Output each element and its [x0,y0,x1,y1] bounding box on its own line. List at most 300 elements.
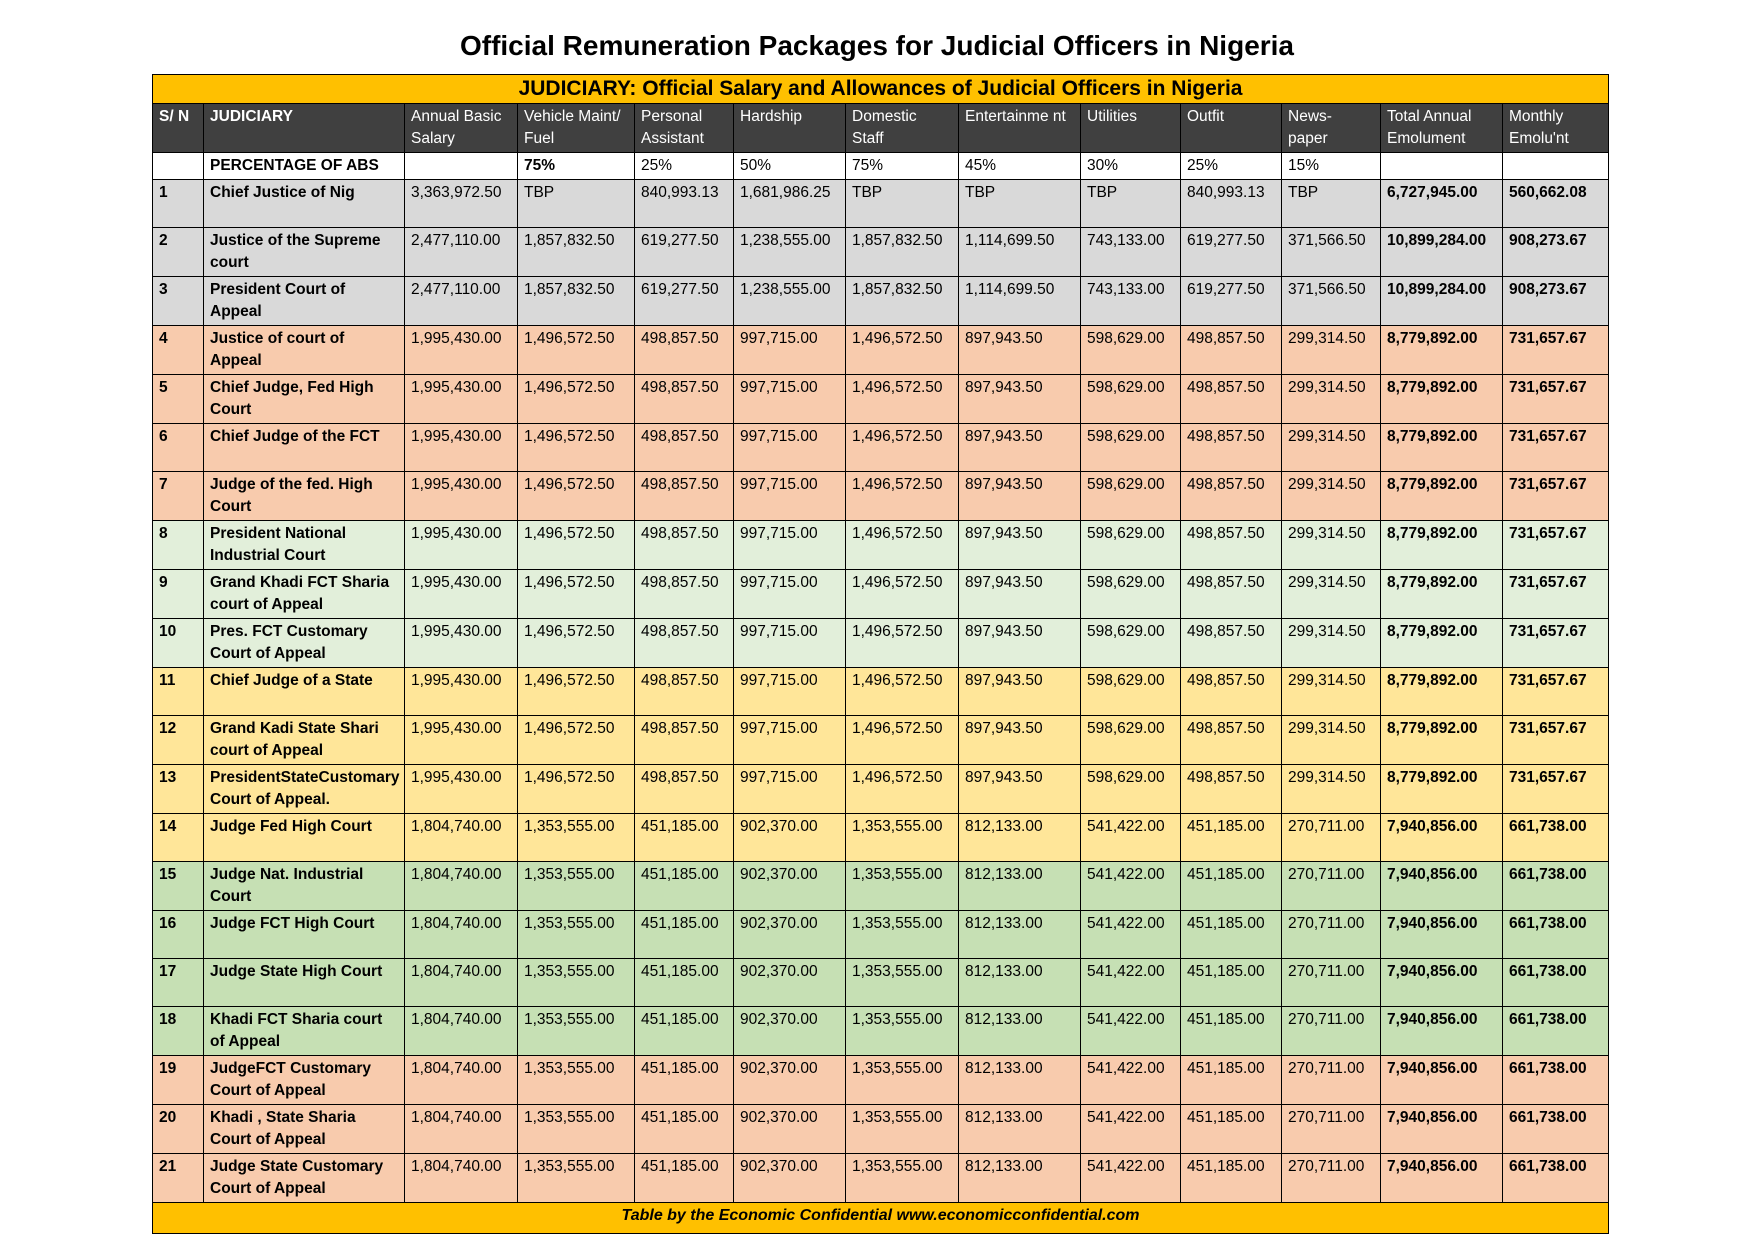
entertainment-cell: 897,943.50 [959,668,1081,716]
serial-number-cell: 13 [153,765,204,814]
entertainment-cell: 897,943.50 [959,326,1081,375]
entertainment-cell: 897,943.50 [959,521,1081,570]
total-annual-emolument-cell: 6,727,945.00 [1381,180,1503,228]
column-header: Entertainme nt [959,104,1081,153]
table-row [153,424,1609,472]
annual-basic-salary-cell: 1,804,740.00 [405,814,518,862]
serial-number-cell: 1 [153,180,204,228]
vehicle-maint-fuel-cell: 1,353,555.00 [518,1007,635,1056]
table-banner: JUDICIARY: Official Salary and Allowances of Judicial Officers in Nigeria [153,75,1609,104]
annual-basic-salary-cell: 1,995,430.00 [405,326,518,375]
hardship-cell: 902,370.00 [734,911,846,959]
serial-number-cell: 19 [153,1056,204,1105]
monthly-emolument-cell: 731,657.67 [1503,472,1609,521]
newspaper-cell: TBP [1282,180,1381,228]
hardship-cell: 902,370.00 [734,1056,846,1105]
personal-assistant-cell: 498,857.50 [635,326,734,375]
domestic-staff-cell: 1,353,555.00 [846,1154,959,1203]
remuneration-table-container [152,74,1608,1234]
utilities-cell: 598,629.00 [1081,668,1181,716]
percentage-cell [153,153,204,180]
utilities-cell: 598,629.00 [1081,326,1181,375]
column-header-row [153,104,1609,153]
monthly-emolument-cell: 731,657.67 [1503,424,1609,472]
personal-assistant-cell: 619,277.50 [635,228,734,277]
column-header: Personal Assistant [635,104,734,153]
hardship-cell: 997,715.00 [734,570,846,619]
column-header: Utilities [1081,104,1181,153]
hardship-cell: 902,370.00 [734,1154,846,1203]
percentage-cell [1381,153,1503,180]
vehicle-maint-fuel-cell: 1,496,572.50 [518,668,635,716]
vehicle-maint-fuel-cell: 1,353,555.00 [518,814,635,862]
vehicle-maint-fuel-cell: 1,857,832.50 [518,228,635,277]
domestic-staff-cell: 1,353,555.00 [846,862,959,911]
table-source-note: Table by the Economic Confidential www.economicconfidential.com [153,1203,1609,1234]
utilities-cell: 598,629.00 [1081,716,1181,765]
vehicle-maint-fuel-cell: 1,353,555.00 [518,1154,635,1203]
annual-basic-salary-cell: 1,995,430.00 [405,521,518,570]
hardship-cell: 902,370.00 [734,1105,846,1154]
total-annual-emolument-cell: 10,899,284.00 [1381,228,1503,277]
remuneration-table [152,74,1609,1234]
serial-number-cell: 12 [153,716,204,765]
vehicle-maint-fuel-cell: 1,496,572.50 [518,619,635,668]
percentage-label: PERCENTAGE OF ABS [204,153,405,180]
table-row [153,668,1609,716]
annual-basic-salary-cell: 1,995,430.00 [405,375,518,424]
table-row [153,570,1609,619]
annual-basic-salary-cell: 1,804,740.00 [405,1007,518,1056]
total-annual-emolument-cell: 7,940,856.00 [1381,1154,1503,1203]
personal-assistant-cell: 451,185.00 [635,1105,734,1154]
newspaper-cell: 270,711.00 [1282,1007,1381,1056]
table-body [153,180,1609,1203]
newspaper-cell: 299,314.50 [1282,570,1381,619]
vehicle-maint-fuel-cell: 1,353,555.00 [518,1105,635,1154]
entertainment-cell: 897,943.50 [959,716,1081,765]
table-row [153,814,1609,862]
serial-number-cell: 17 [153,959,204,1007]
percentage-cell: 50% [734,153,846,180]
monthly-emolument-cell: 560,662.08 [1503,180,1609,228]
officer-title-cell: Judge of the fed. High Court [204,472,405,521]
column-header: S/ N [153,104,204,153]
total-annual-emolument-cell: 8,779,892.00 [1381,570,1503,619]
serial-number-cell: 9 [153,570,204,619]
outfit-cell: 451,185.00 [1181,1056,1282,1105]
outfit-cell: 498,857.50 [1181,570,1282,619]
domestic-staff-cell: 1,496,572.50 [846,521,959,570]
newspaper-cell: 299,314.50 [1282,472,1381,521]
domestic-staff-cell: 1,353,555.00 [846,1007,959,1056]
percentage-cell: 25% [635,153,734,180]
personal-assistant-cell: 451,185.00 [635,814,734,862]
personal-assistant-cell: 451,185.00 [635,1056,734,1105]
domestic-staff-cell: 1,353,555.00 [846,911,959,959]
monthly-emolument-cell: 661,738.00 [1503,911,1609,959]
officer-title-cell: Judge FCT High Court [204,911,405,959]
hardship-cell: 997,715.00 [734,472,846,521]
column-header: Monthly Emolu'nt [1503,104,1609,153]
entertainment-cell: TBP [959,180,1081,228]
officer-title-cell: Pres. FCT Customary Court of Appeal [204,619,405,668]
hardship-cell: 997,715.00 [734,765,846,814]
serial-number-cell: 8 [153,521,204,570]
monthly-emolument-cell: 661,738.00 [1503,814,1609,862]
domestic-staff-cell: 1,496,572.50 [846,375,959,424]
officer-title-cell: JudgeFCT Customary Court of Appeal [204,1056,405,1105]
serial-number-cell: 21 [153,1154,204,1203]
vehicle-maint-fuel-cell: 1,496,572.50 [518,765,635,814]
officer-title-cell: PresidentStateCustomary Court of Appeal. [204,765,405,814]
utilities-cell: 598,629.00 [1081,619,1181,668]
newspaper-cell: 299,314.50 [1282,326,1381,375]
officer-title-cell: Justice of the Supreme court [204,228,405,277]
total-annual-emolument-cell: 8,779,892.00 [1381,619,1503,668]
total-annual-emolument-cell: 8,779,892.00 [1381,424,1503,472]
vehicle-maint-fuel-cell: 1,496,572.50 [518,570,635,619]
entertainment-cell: 897,943.50 [959,472,1081,521]
serial-number-cell: 15 [153,862,204,911]
hardship-cell: 902,370.00 [734,862,846,911]
hardship-cell: 902,370.00 [734,959,846,1007]
serial-number-cell: 5 [153,375,204,424]
utilities-cell: 541,422.00 [1081,862,1181,911]
column-header: News- paper [1282,104,1381,153]
column-header: Domestic Staff [846,104,959,153]
domestic-staff-cell: 1,353,555.00 [846,1056,959,1105]
officer-title-cell: Judge Nat. Industrial Court [204,862,405,911]
monthly-emolument-cell: 908,273.67 [1503,277,1609,326]
serial-number-cell: 7 [153,472,204,521]
total-annual-emolument-cell: 7,940,856.00 [1381,1007,1503,1056]
utilities-cell: 541,422.00 [1081,1154,1181,1203]
table-row [153,375,1609,424]
newspaper-cell: 299,314.50 [1282,765,1381,814]
personal-assistant-cell: 498,857.50 [635,716,734,765]
column-header: Outfit [1181,104,1282,153]
entertainment-cell: 897,943.50 [959,375,1081,424]
vehicle-maint-fuel-cell: 1,496,572.50 [518,521,635,570]
hardship-cell: 997,715.00 [734,716,846,765]
utilities-cell: 541,422.00 [1081,1007,1181,1056]
domestic-staff-cell: 1,496,572.50 [846,326,959,375]
domestic-staff-cell: TBP [846,180,959,228]
outfit-cell: 451,185.00 [1181,862,1282,911]
domestic-staff-cell: 1,496,572.50 [846,668,959,716]
officer-title-cell: Chief Judge of the FCT [204,424,405,472]
personal-assistant-cell: 498,857.50 [635,375,734,424]
serial-number-cell: 20 [153,1105,204,1154]
newspaper-cell: 299,314.50 [1282,716,1381,765]
personal-assistant-cell: 840,993.13 [635,180,734,228]
outfit-cell: 451,185.00 [1181,959,1282,1007]
monthly-emolument-cell: 661,738.00 [1503,1154,1609,1203]
outfit-cell: 451,185.00 [1181,1105,1282,1154]
entertainment-cell: 812,133.00 [959,911,1081,959]
serial-number-cell: 11 [153,668,204,716]
table-row [153,765,1609,814]
monthly-emolument-cell: 661,738.00 [1503,1056,1609,1105]
domestic-staff-cell: 1,496,572.50 [846,424,959,472]
annual-basic-salary-cell: 2,477,110.00 [405,277,518,326]
officer-title-cell: Chief Judge of a State [204,668,405,716]
annual-basic-salary-cell: 1,995,430.00 [405,668,518,716]
utilities-cell: 598,629.00 [1081,375,1181,424]
personal-assistant-cell: 451,185.00 [635,959,734,1007]
domestic-staff-cell: 1,496,572.50 [846,716,959,765]
utilities-cell: 541,422.00 [1081,1105,1181,1154]
serial-number-cell: 14 [153,814,204,862]
page-title: Official Remuneration Packages for Judicial Officers in Nigeria [459,30,1295,61]
domestic-staff-cell: 1,857,832.50 [846,277,959,326]
hardship-cell: 902,370.00 [734,814,846,862]
outfit-cell: 451,185.00 [1181,911,1282,959]
entertainment-cell: 1,114,699.50 [959,277,1081,326]
monthly-emolument-cell: 661,738.00 [1503,862,1609,911]
officer-title-cell: Grand Khadi FCT Sharia court of Appeal [204,570,405,619]
table-row [153,959,1609,1007]
entertainment-cell: 812,133.00 [959,862,1081,911]
personal-assistant-cell: 619,277.50 [635,277,734,326]
column-header: Annual Basic Salary [405,104,518,153]
outfit-cell: 451,185.00 [1181,814,1282,862]
hardship-cell: 997,715.00 [734,619,846,668]
entertainment-cell: 812,133.00 [959,814,1081,862]
table-row [153,277,1609,326]
personal-assistant-cell: 498,857.50 [635,765,734,814]
utilities-cell: 598,629.00 [1081,472,1181,521]
outfit-cell: 619,277.50 [1181,277,1282,326]
percentage-cell: 75% [518,153,635,180]
column-header: Vehicle Maint/ Fuel [518,104,635,153]
vehicle-maint-fuel-cell: 1,496,572.50 [518,424,635,472]
serial-number-cell: 6 [153,424,204,472]
newspaper-cell: 299,314.50 [1282,668,1381,716]
monthly-emolument-cell: 731,657.67 [1503,765,1609,814]
hardship-cell: 902,370.00 [734,1007,846,1056]
vehicle-maint-fuel-cell: 1,353,555.00 [518,862,635,911]
utilities-cell: TBP [1081,180,1181,228]
monthly-emolument-cell: 731,657.67 [1503,570,1609,619]
table-row [153,228,1609,277]
serial-number-cell: 3 [153,277,204,326]
entertainment-cell: 1,114,699.50 [959,228,1081,277]
serial-number-cell: 18 [153,1007,204,1056]
table-row [153,180,1609,228]
table-row [153,521,1609,570]
table-banner-row [153,75,1609,104]
total-annual-emolument-cell: 8,779,892.00 [1381,472,1503,521]
serial-number-cell: 16 [153,911,204,959]
outfit-cell: 498,857.50 [1181,521,1282,570]
annual-basic-salary-cell: 1,804,740.00 [405,862,518,911]
entertainment-cell: 897,943.50 [959,424,1081,472]
vehicle-maint-fuel-cell: 1,496,572.50 [518,472,635,521]
domestic-staff-cell: 1,353,555.00 [846,1105,959,1154]
column-header: Total Annual Emolument [1381,104,1503,153]
table-row [153,911,1609,959]
entertainment-cell: 812,133.00 [959,1154,1081,1203]
total-annual-emolument-cell: 8,779,892.00 [1381,716,1503,765]
vehicle-maint-fuel-cell: 1,496,572.50 [518,375,635,424]
vehicle-maint-fuel-cell: 1,857,832.50 [518,277,635,326]
newspaper-cell: 299,314.50 [1282,375,1381,424]
monthly-emolument-cell: 731,657.67 [1503,326,1609,375]
table-row [153,472,1609,521]
officer-title-cell: President National Industrial Court [204,521,405,570]
outfit-cell: 498,857.50 [1181,326,1282,375]
monthly-emolument-cell: 731,657.67 [1503,521,1609,570]
outfit-cell: 498,857.50 [1181,765,1282,814]
total-annual-emolument-cell: 10,899,284.00 [1381,277,1503,326]
domestic-staff-cell: 1,857,832.50 [846,228,959,277]
annual-basic-salary-cell: 1,995,430.00 [405,619,518,668]
vehicle-maint-fuel-cell: 1,353,555.00 [518,911,635,959]
outfit-cell: 498,857.50 [1181,424,1282,472]
annual-basic-salary-cell: 1,804,740.00 [405,1154,518,1203]
outfit-cell: 498,857.50 [1181,472,1282,521]
newspaper-cell: 270,711.00 [1282,959,1381,1007]
entertainment-cell: 812,133.00 [959,1056,1081,1105]
hardship-cell: 1,238,555.00 [734,228,846,277]
monthly-emolument-cell: 661,738.00 [1503,1105,1609,1154]
percentage-cell [1503,153,1609,180]
hardship-cell: 997,715.00 [734,424,846,472]
annual-basic-salary-cell: 1,804,740.00 [405,1056,518,1105]
personal-assistant-cell: 498,857.50 [635,570,734,619]
hardship-cell: 997,715.00 [734,326,846,375]
annual-basic-salary-cell: 3,363,972.50 [405,180,518,228]
newspaper-cell: 371,566.50 [1282,228,1381,277]
entertainment-cell: 897,943.50 [959,765,1081,814]
utilities-cell: 598,629.00 [1081,521,1181,570]
column-header: JUDICIARY [204,104,405,153]
domestic-staff-cell: 1,496,572.50 [846,619,959,668]
serial-number-cell: 2 [153,228,204,277]
utilities-cell: 598,629.00 [1081,765,1181,814]
newspaper-cell: 270,711.00 [1282,814,1381,862]
outfit-cell: 840,993.13 [1181,180,1282,228]
newspaper-cell: 299,314.50 [1282,424,1381,472]
officer-title-cell: Judge State High Court [204,959,405,1007]
domestic-staff-cell: 1,496,572.50 [846,472,959,521]
monthly-emolument-cell: 908,273.67 [1503,228,1609,277]
percentage-cell: 75% [846,153,959,180]
utilities-cell: 541,422.00 [1081,959,1181,1007]
newspaper-cell: 270,711.00 [1282,1154,1381,1203]
newspaper-cell: 270,711.00 [1282,862,1381,911]
serial-number-cell: 4 [153,326,204,375]
officer-title-cell: Khadi FCT Sharia court of Appeal [204,1007,405,1056]
newspaper-cell: 371,566.50 [1282,277,1381,326]
officer-title-cell: Khadi , State Sharia Court of Appeal [204,1105,405,1154]
hardship-cell: 997,715.00 [734,521,846,570]
personal-assistant-cell: 451,185.00 [635,862,734,911]
total-annual-emolument-cell: 7,940,856.00 [1381,959,1503,1007]
newspaper-cell: 299,314.50 [1282,521,1381,570]
monthly-emolument-cell: 731,657.67 [1503,375,1609,424]
domestic-staff-cell: 1,496,572.50 [846,765,959,814]
officer-title-cell: Judge Fed High Court [204,814,405,862]
hardship-cell: 1,681,986.25 [734,180,846,228]
table-row [153,326,1609,375]
outfit-cell: 451,185.00 [1181,1154,1282,1203]
total-annual-emolument-cell: 8,779,892.00 [1381,668,1503,716]
table-row [153,862,1609,911]
newspaper-cell: 299,314.50 [1282,619,1381,668]
monthly-emolument-cell: 661,738.00 [1503,959,1609,1007]
entertainment-cell: 812,133.00 [959,959,1081,1007]
utilities-cell: 541,422.00 [1081,911,1181,959]
annual-basic-salary-cell: 1,995,430.00 [405,472,518,521]
percentage-cell: 15% [1282,153,1381,180]
officer-title-cell: President Court of Appeal [204,277,405,326]
total-annual-emolument-cell: 8,779,892.00 [1381,375,1503,424]
vehicle-maint-fuel-cell: 1,353,555.00 [518,1056,635,1105]
outfit-cell: 498,857.50 [1181,716,1282,765]
annual-basic-salary-cell: 1,804,740.00 [405,911,518,959]
outfit-cell: 498,857.50 [1181,375,1282,424]
hardship-cell: 1,238,555.00 [734,277,846,326]
outfit-cell: 498,857.50 [1181,619,1282,668]
monthly-emolument-cell: 661,738.00 [1503,1007,1609,1056]
personal-assistant-cell: 498,857.50 [635,619,734,668]
table-row [153,1105,1609,1154]
newspaper-cell: 270,711.00 [1282,1056,1381,1105]
domestic-staff-cell: 1,496,572.50 [846,570,959,619]
column-header: Hardship [734,104,846,153]
table-row [153,1056,1609,1105]
vehicle-maint-fuel-cell: 1,496,572.50 [518,326,635,375]
utilities-cell: 743,133.00 [1081,277,1181,326]
percentage-row [153,153,1609,180]
entertainment-cell: 812,133.00 [959,1105,1081,1154]
domestic-staff-cell: 1,353,555.00 [846,959,959,1007]
personal-assistant-cell: 451,185.00 [635,1154,734,1203]
officer-title-cell: Grand Kadi State Shari court of Appeal [204,716,405,765]
officer-title-cell: Chief Justice of Nig [204,180,405,228]
annual-basic-salary-cell: 1,804,740.00 [405,959,518,1007]
annual-basic-salary-cell: 1,995,430.00 [405,424,518,472]
percentage-cell: 45% [959,153,1081,180]
entertainment-cell: 897,943.50 [959,570,1081,619]
monthly-emolument-cell: 731,657.67 [1503,716,1609,765]
total-annual-emolument-cell: 8,779,892.00 [1381,521,1503,570]
annual-basic-salary-cell: 1,995,430.00 [405,570,518,619]
personal-assistant-cell: 498,857.50 [635,668,734,716]
monthly-emolument-cell: 731,657.67 [1503,619,1609,668]
newspaper-cell: 270,711.00 [1282,1105,1381,1154]
newspaper-cell: 270,711.00 [1282,911,1381,959]
total-annual-emolument-cell: 7,940,856.00 [1381,814,1503,862]
hardship-cell: 997,715.00 [734,375,846,424]
personal-assistant-cell: 498,857.50 [635,521,734,570]
outfit-cell: 619,277.50 [1181,228,1282,277]
monthly-emolument-cell: 731,657.67 [1503,668,1609,716]
percentage-cell: 30% [1081,153,1181,180]
utilities-cell: 598,629.00 [1081,424,1181,472]
table-row [153,1007,1609,1056]
serial-number-cell: 10 [153,619,204,668]
officer-title-cell: Chief Judge, Fed High Court [204,375,405,424]
percentage-cell: 25% [1181,153,1282,180]
total-annual-emolument-cell: 7,940,856.00 [1381,862,1503,911]
personal-assistant-cell: 498,857.50 [635,424,734,472]
total-annual-emolument-cell: 7,940,856.00 [1381,1056,1503,1105]
utilities-cell: 541,422.00 [1081,814,1181,862]
